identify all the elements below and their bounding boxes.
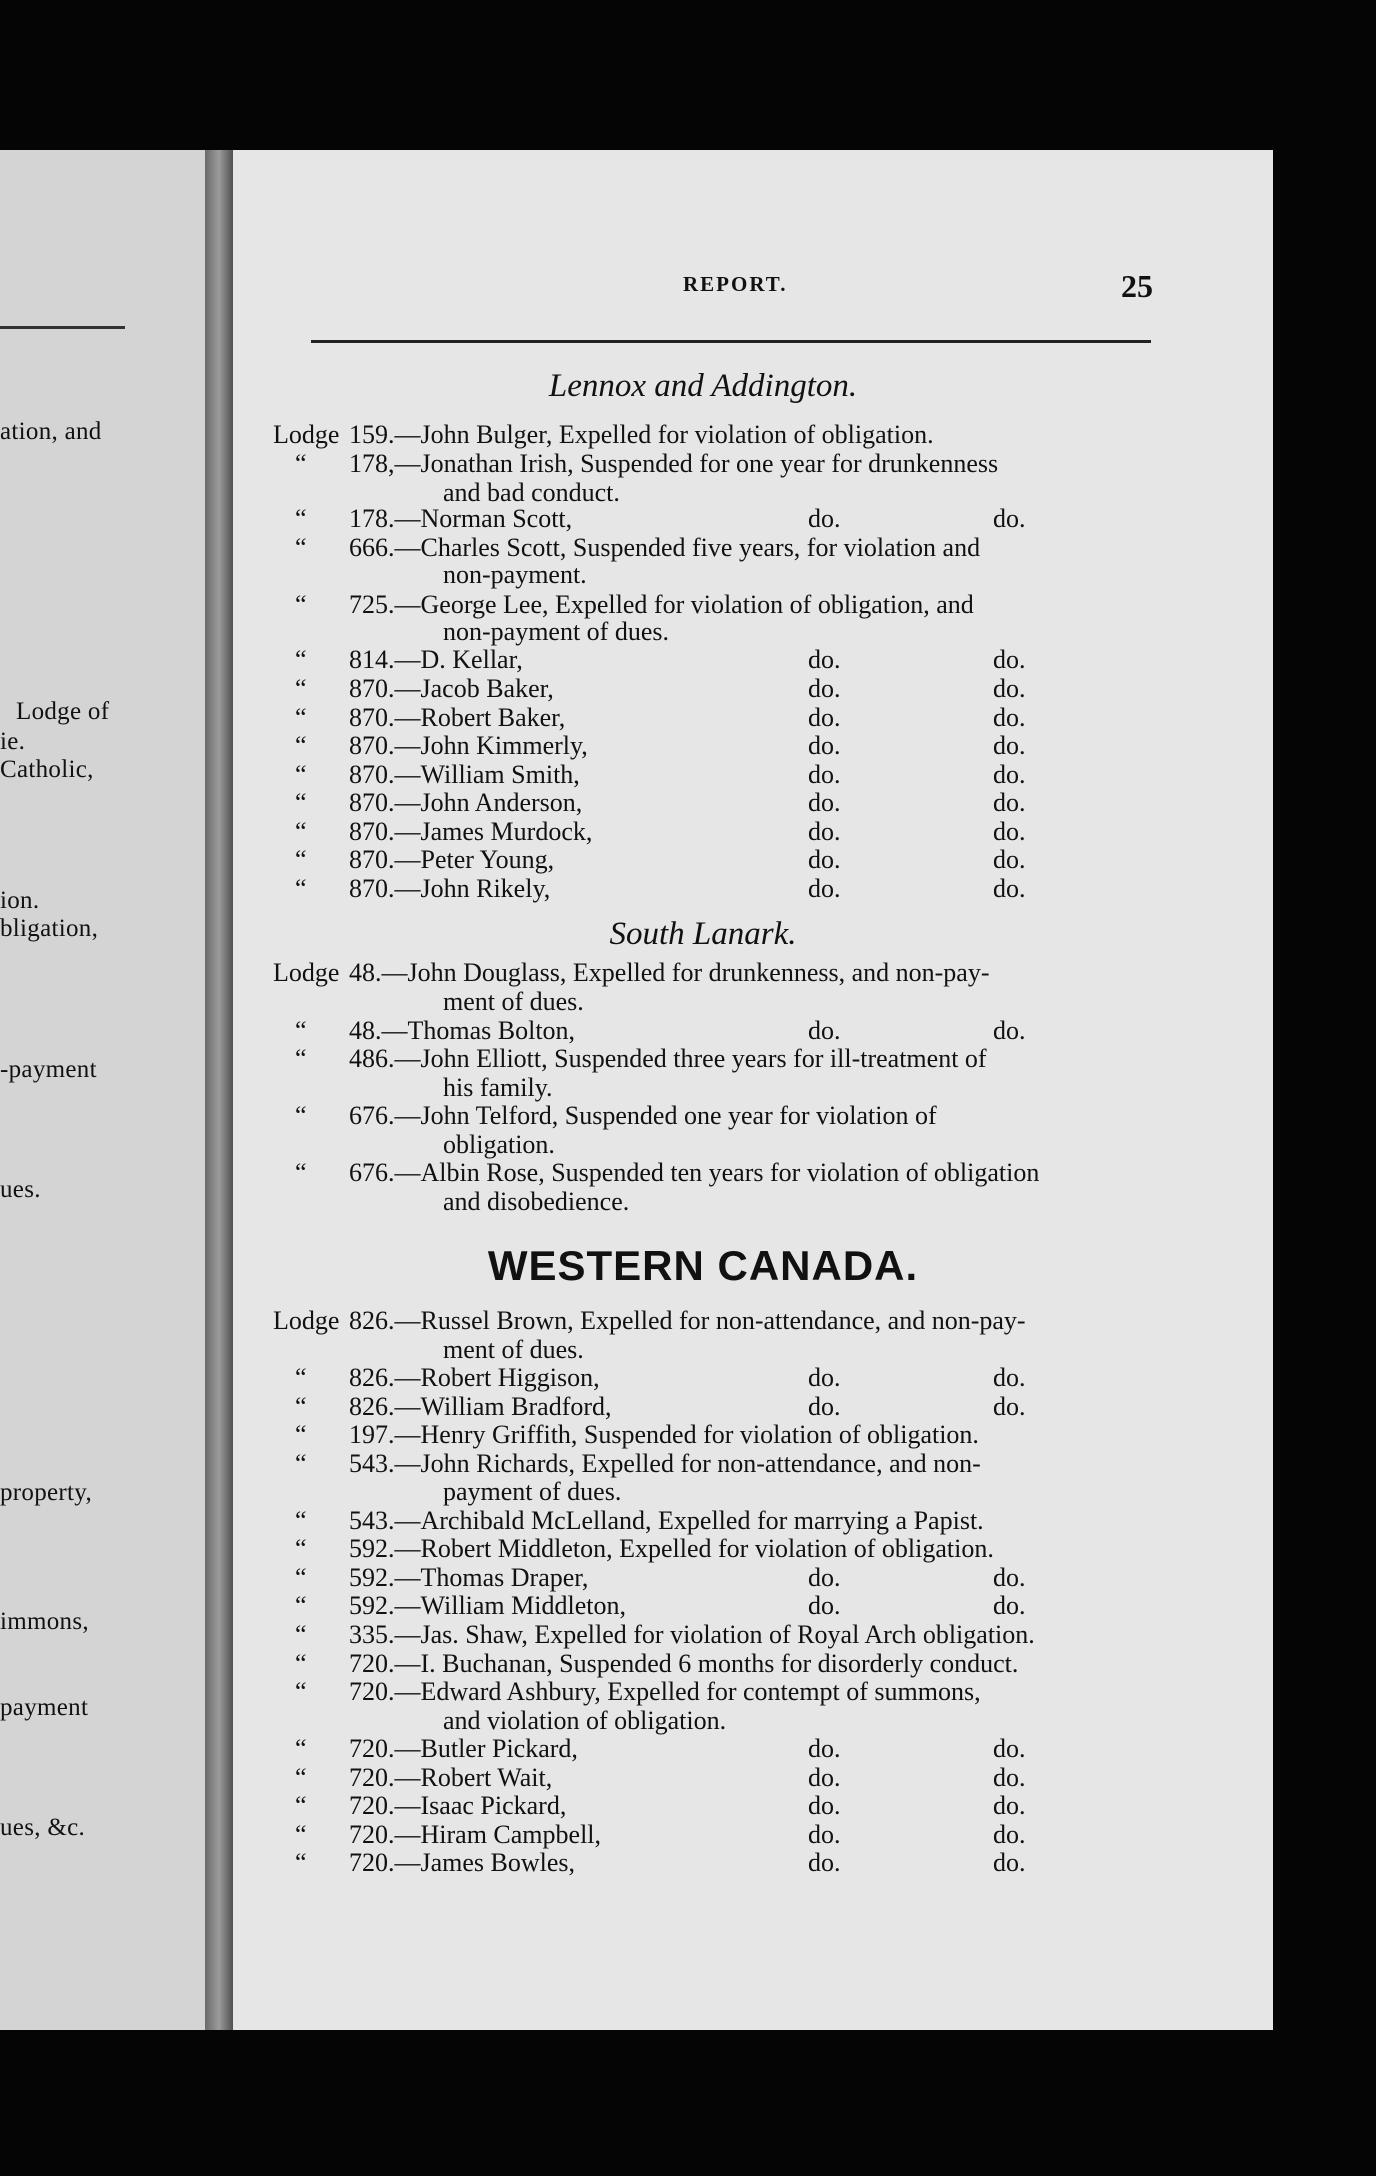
entry-prefix: “: [295, 1158, 307, 1187]
entry-text: 720.—Robert Wait,: [349, 1763, 553, 1792]
entry-line: [273, 1016, 1173, 1045]
left-page-text: ues, &c.: [0, 1814, 86, 1841]
ditto-mark: do.: [993, 1734, 1026, 1763]
entry-text: 197.—Henry Griffith, Suspended for violation of obligation.: [349, 1420, 979, 1449]
entry-prefix: “: [295, 1820, 307, 1849]
entry-prefix: “: [295, 1363, 307, 1392]
entry-line: [273, 533, 1173, 562]
entry-line: [273, 1820, 1173, 1849]
entry-line: [273, 1848, 1173, 1877]
entry-continuation: [273, 987, 1173, 1016]
ditto-mark: do.: [808, 1563, 841, 1592]
ditto-mark: do.: [993, 504, 1026, 533]
entry-prefix: “: [295, 645, 307, 674]
header-rule: [311, 340, 1151, 343]
ditto-mark: do.: [808, 1791, 841, 1820]
entry-prefix: “: [295, 1449, 307, 1478]
left-page-text: ie.: [0, 728, 26, 755]
entry-line: [273, 1649, 1173, 1678]
entry-text: 720.—Hiram Campbell,: [349, 1820, 602, 1849]
entry-text: 720.—Butler Pickard,: [349, 1734, 578, 1763]
entry-continuation-text: and violation of obligation.: [443, 1706, 727, 1735]
ditto-mark: do.: [993, 1392, 1026, 1421]
ditto-mark: do.: [993, 1820, 1026, 1849]
entry-prefix: “: [295, 674, 307, 703]
entry-text: 826.—William Bradford,: [349, 1392, 612, 1421]
entry-line: [273, 1620, 1173, 1649]
entry-line: [273, 1044, 1173, 1073]
left-page-text: -payment: [0, 1056, 97, 1083]
entry-line: [273, 504, 1173, 533]
entry-line: [273, 1158, 1173, 1187]
ditto-mark: do.: [993, 817, 1026, 846]
entry-text: 870.—Peter Young,: [349, 845, 555, 874]
entry-text: 720.—James Bowles,: [349, 1848, 576, 1877]
entry-line: [273, 1420, 1173, 1449]
entry-text: 676.—Albin Rose, Suspended ten years for violation of obligation: [349, 1158, 1040, 1187]
entry-prefix: “: [295, 788, 307, 817]
ditto-mark: do.: [993, 703, 1026, 732]
entry-text: 335.—Jas. Shaw, Expelled for violation of Royal Arch obligation.: [349, 1620, 1035, 1649]
left-page-text: Catholic,: [0, 756, 94, 783]
entry-prefix: “: [295, 1649, 307, 1678]
ditto-mark: do.: [993, 1763, 1026, 1792]
entry-continuation: [273, 1187, 1173, 1216]
entry-continuation-text: non-payment.: [443, 560, 587, 589]
entry-line: [273, 1791, 1173, 1820]
book-gutter: [205, 150, 233, 2030]
entry-text: 720.—Edward Ashbury, Expelled for contempt of summons,: [349, 1677, 981, 1706]
entry-line: [273, 449, 1173, 478]
entry-line: [273, 760, 1173, 789]
entry-prefix: “: [295, 1534, 307, 1563]
entry-prefix: “: [295, 845, 307, 874]
ditto-mark: do.: [808, 1820, 841, 1849]
entry-continuation: [273, 1706, 1173, 1735]
entry-prefix: “: [295, 1016, 307, 1045]
entry-line: [273, 1591, 1173, 1620]
entry-continuation: [273, 1335, 1173, 1364]
ditto-mark: do.: [808, 731, 841, 760]
entry-prefix: “: [295, 1563, 307, 1592]
entry-text: 870.—Robert Baker,: [349, 703, 566, 732]
left-page-text: property,: [0, 1479, 93, 1506]
entry-continuation: [273, 478, 1173, 507]
entry-prefix: “: [295, 1734, 307, 1763]
entry-text: 592.—Thomas Draper,: [349, 1563, 589, 1592]
entry-prefix: “: [295, 874, 307, 903]
left-page-text: ation, and: [0, 418, 102, 445]
entry-text: 543.—Archibald McLelland, Expelled for marrying a Papist.: [349, 1506, 984, 1535]
entry-text: 720.—Isaac Pickard,: [349, 1791, 567, 1820]
entry-line: [273, 1392, 1173, 1421]
entry-prefix: “: [295, 504, 307, 533]
section-heading-south-lanark: South Lanark.: [609, 916, 797, 952]
entry-text: 814.—D. Kellar,: [349, 645, 523, 674]
entry-text: 725.—George Lee, Expelled for violation of obligation, and: [349, 590, 974, 619]
ditto-mark: do.: [993, 1791, 1026, 1820]
entry-line: [273, 420, 1173, 449]
ditto-mark: do.: [993, 1591, 1026, 1620]
ditto-mark: do.: [808, 1392, 841, 1421]
entry-text: 870.—John Kimmerly,: [349, 731, 588, 760]
entry-prefix: “: [295, 1763, 307, 1792]
left-page-rule: [0, 326, 125, 329]
entry-text: 48.—John Douglass, Expelled for drunkenness, and non-pay-: [349, 958, 990, 987]
entry-text: 676.—John Telford, Suspended one year for violation of: [349, 1101, 937, 1130]
entry-continuation: [273, 1073, 1173, 1102]
entry-line: [273, 817, 1173, 846]
entry-text: 666.—Charles Scott, Suspended five years, for violation and: [349, 533, 981, 562]
left-page-text: ion.: [0, 887, 40, 914]
entry-line: [273, 590, 1173, 619]
ditto-mark: do.: [808, 1734, 841, 1763]
entry-line: [273, 788, 1173, 817]
ditto-mark: do.: [993, 731, 1026, 760]
entry-text: 870.—William Smith,: [349, 760, 580, 789]
ditto-mark: do.: [808, 645, 841, 674]
entry-line: [273, 874, 1173, 903]
running-head: REPORT.: [683, 272, 788, 296]
entry-line: [273, 1677, 1173, 1706]
entry-continuation: [273, 1477, 1173, 1506]
entry-prefix: “: [295, 1506, 307, 1535]
ditto-mark: do.: [993, 645, 1026, 674]
entry-text: 826.—Russel Brown, Expelled for non-attendance, and non-pay-: [349, 1306, 1026, 1335]
ditto-mark: do.: [993, 1016, 1026, 1045]
entry-prefix: “: [295, 703, 307, 732]
entry-continuation: [273, 560, 1173, 589]
entry-text: 159.—John Bulger, Expelled for violation of obligation.: [349, 420, 934, 449]
entry-prefix: “: [295, 1101, 307, 1130]
ditto-mark: do.: [808, 674, 841, 703]
ditto-mark: do.: [808, 845, 841, 874]
entry-prefix: “: [295, 1848, 307, 1877]
section-heading-lennox: Lennox and Addington.: [548, 368, 858, 404]
ditto-mark: do.: [993, 1848, 1026, 1877]
entry-continuation-text: ment of dues.: [443, 987, 584, 1016]
entry-text: 48.—Thomas Bolton,: [349, 1016, 576, 1045]
entry-continuation: [273, 617, 1173, 646]
ditto-mark: do.: [808, 817, 841, 846]
entry-text: 178,—Jonathan Irish, Suspended for one year for drunkenness: [349, 449, 999, 478]
entry-text: 592.—Robert Middleton, Expelled for violation of obligation.: [349, 1534, 994, 1563]
entry-continuation-text: his family.: [443, 1073, 553, 1102]
ditto-mark: do.: [808, 1363, 841, 1392]
entry-text: 870.—John Anderson,: [349, 788, 583, 817]
left-page-fragment: [0, 150, 205, 2030]
entry-line: [273, 1363, 1173, 1392]
entry-continuation-text: obligation.: [443, 1130, 555, 1159]
entry-line: [273, 1734, 1173, 1763]
entry-prefix: “: [295, 1677, 307, 1706]
section-heading-western-canada: WESTERN CANADA.: [487, 1242, 919, 1289]
ditto-mark: do.: [808, 1848, 841, 1877]
ditto-mark: do.: [993, 760, 1026, 789]
entry-continuation-text: non-payment of dues.: [443, 617, 670, 646]
entry-prefix: “: [295, 1791, 307, 1820]
ditto-mark: do.: [808, 788, 841, 817]
entry-text: 543.—John Richards, Expelled for non-attendance, and non-: [349, 1449, 981, 1478]
left-page-text: payment: [0, 1694, 89, 1721]
entry-prefix: “: [295, 449, 307, 478]
entry-text: 870.—James Murdock,: [349, 817, 593, 846]
entry-continuation-text: and bad conduct.: [443, 478, 620, 507]
entry-text: 870.—Jacob Baker,: [349, 674, 554, 703]
entry-continuation-text: ment of dues.: [443, 1335, 584, 1364]
entry-line: [273, 1306, 1173, 1335]
entry-prefix: “: [295, 1044, 307, 1073]
entry-prefix: “: [295, 590, 307, 619]
entry-text: 826.—Robert Higgison,: [349, 1363, 600, 1392]
ditto-mark: do.: [993, 1363, 1026, 1392]
entry-line: [273, 674, 1173, 703]
entry-continuation-text: payment of dues.: [443, 1477, 622, 1506]
entry-prefix: “: [295, 817, 307, 846]
ditto-mark: do.: [993, 874, 1026, 903]
entry-prefix: Lodge: [273, 420, 340, 449]
ditto-mark: do.: [993, 1563, 1026, 1592]
left-page-text: bligation,: [0, 915, 99, 942]
ditto-mark: do.: [993, 845, 1026, 874]
entry-text: 178.—Norman Scott,: [349, 504, 573, 533]
entry-prefix: “: [295, 1591, 307, 1620]
ditto-mark: do.: [808, 874, 841, 903]
ditto-mark: do.: [808, 504, 841, 533]
entry-text: 870.—John Rikely,: [349, 874, 551, 903]
entry-line: [273, 845, 1173, 874]
entry-line: [273, 1534, 1173, 1563]
entry-prefix: “: [295, 760, 307, 789]
left-page-text: immons,: [0, 1608, 89, 1635]
entry-prefix: Lodge: [273, 958, 340, 987]
entry-text: 592.—William Middleton,: [349, 1591, 626, 1620]
entry-line: [273, 703, 1173, 732]
ditto-mark: do.: [808, 760, 841, 789]
ditto-mark: do.: [993, 788, 1026, 817]
left-page-text: Lodge of: [16, 698, 110, 725]
entry-line: [273, 958, 1173, 987]
entry-prefix: “: [295, 533, 307, 562]
entry-line: [273, 731, 1173, 760]
ditto-mark: do.: [808, 1763, 841, 1792]
entry-line: [273, 1763, 1173, 1792]
entry-prefix: Lodge: [273, 1306, 340, 1335]
entry-text: 720.—I. Buchanan, Suspended 6 months for disorderly conduct.: [349, 1649, 1019, 1678]
entry-line: [273, 1506, 1173, 1535]
entry-continuation-text: and disobedience.: [443, 1187, 630, 1216]
entry-prefix: “: [295, 1420, 307, 1449]
entry-prefix: “: [295, 1620, 307, 1649]
ditto-mark: do.: [993, 674, 1026, 703]
entry-line: [273, 1563, 1173, 1592]
entry-line: [273, 1101, 1173, 1130]
entry-continuation: [273, 1130, 1173, 1159]
entry-prefix: “: [295, 1392, 307, 1421]
page-number: 25: [1121, 268, 1153, 304]
entry-line: [273, 645, 1173, 674]
ditto-mark: do.: [808, 1016, 841, 1045]
ditto-mark: do.: [808, 703, 841, 732]
left-page-text: ues.: [0, 1176, 41, 1203]
entry-line: [273, 1449, 1173, 1478]
book-page: [233, 150, 1273, 2030]
entry-text: 486.—John Elliott, Suspended three years for ill-treatment of: [349, 1044, 987, 1073]
ditto-mark: do.: [808, 1591, 841, 1620]
entry-prefix: “: [295, 731, 307, 760]
